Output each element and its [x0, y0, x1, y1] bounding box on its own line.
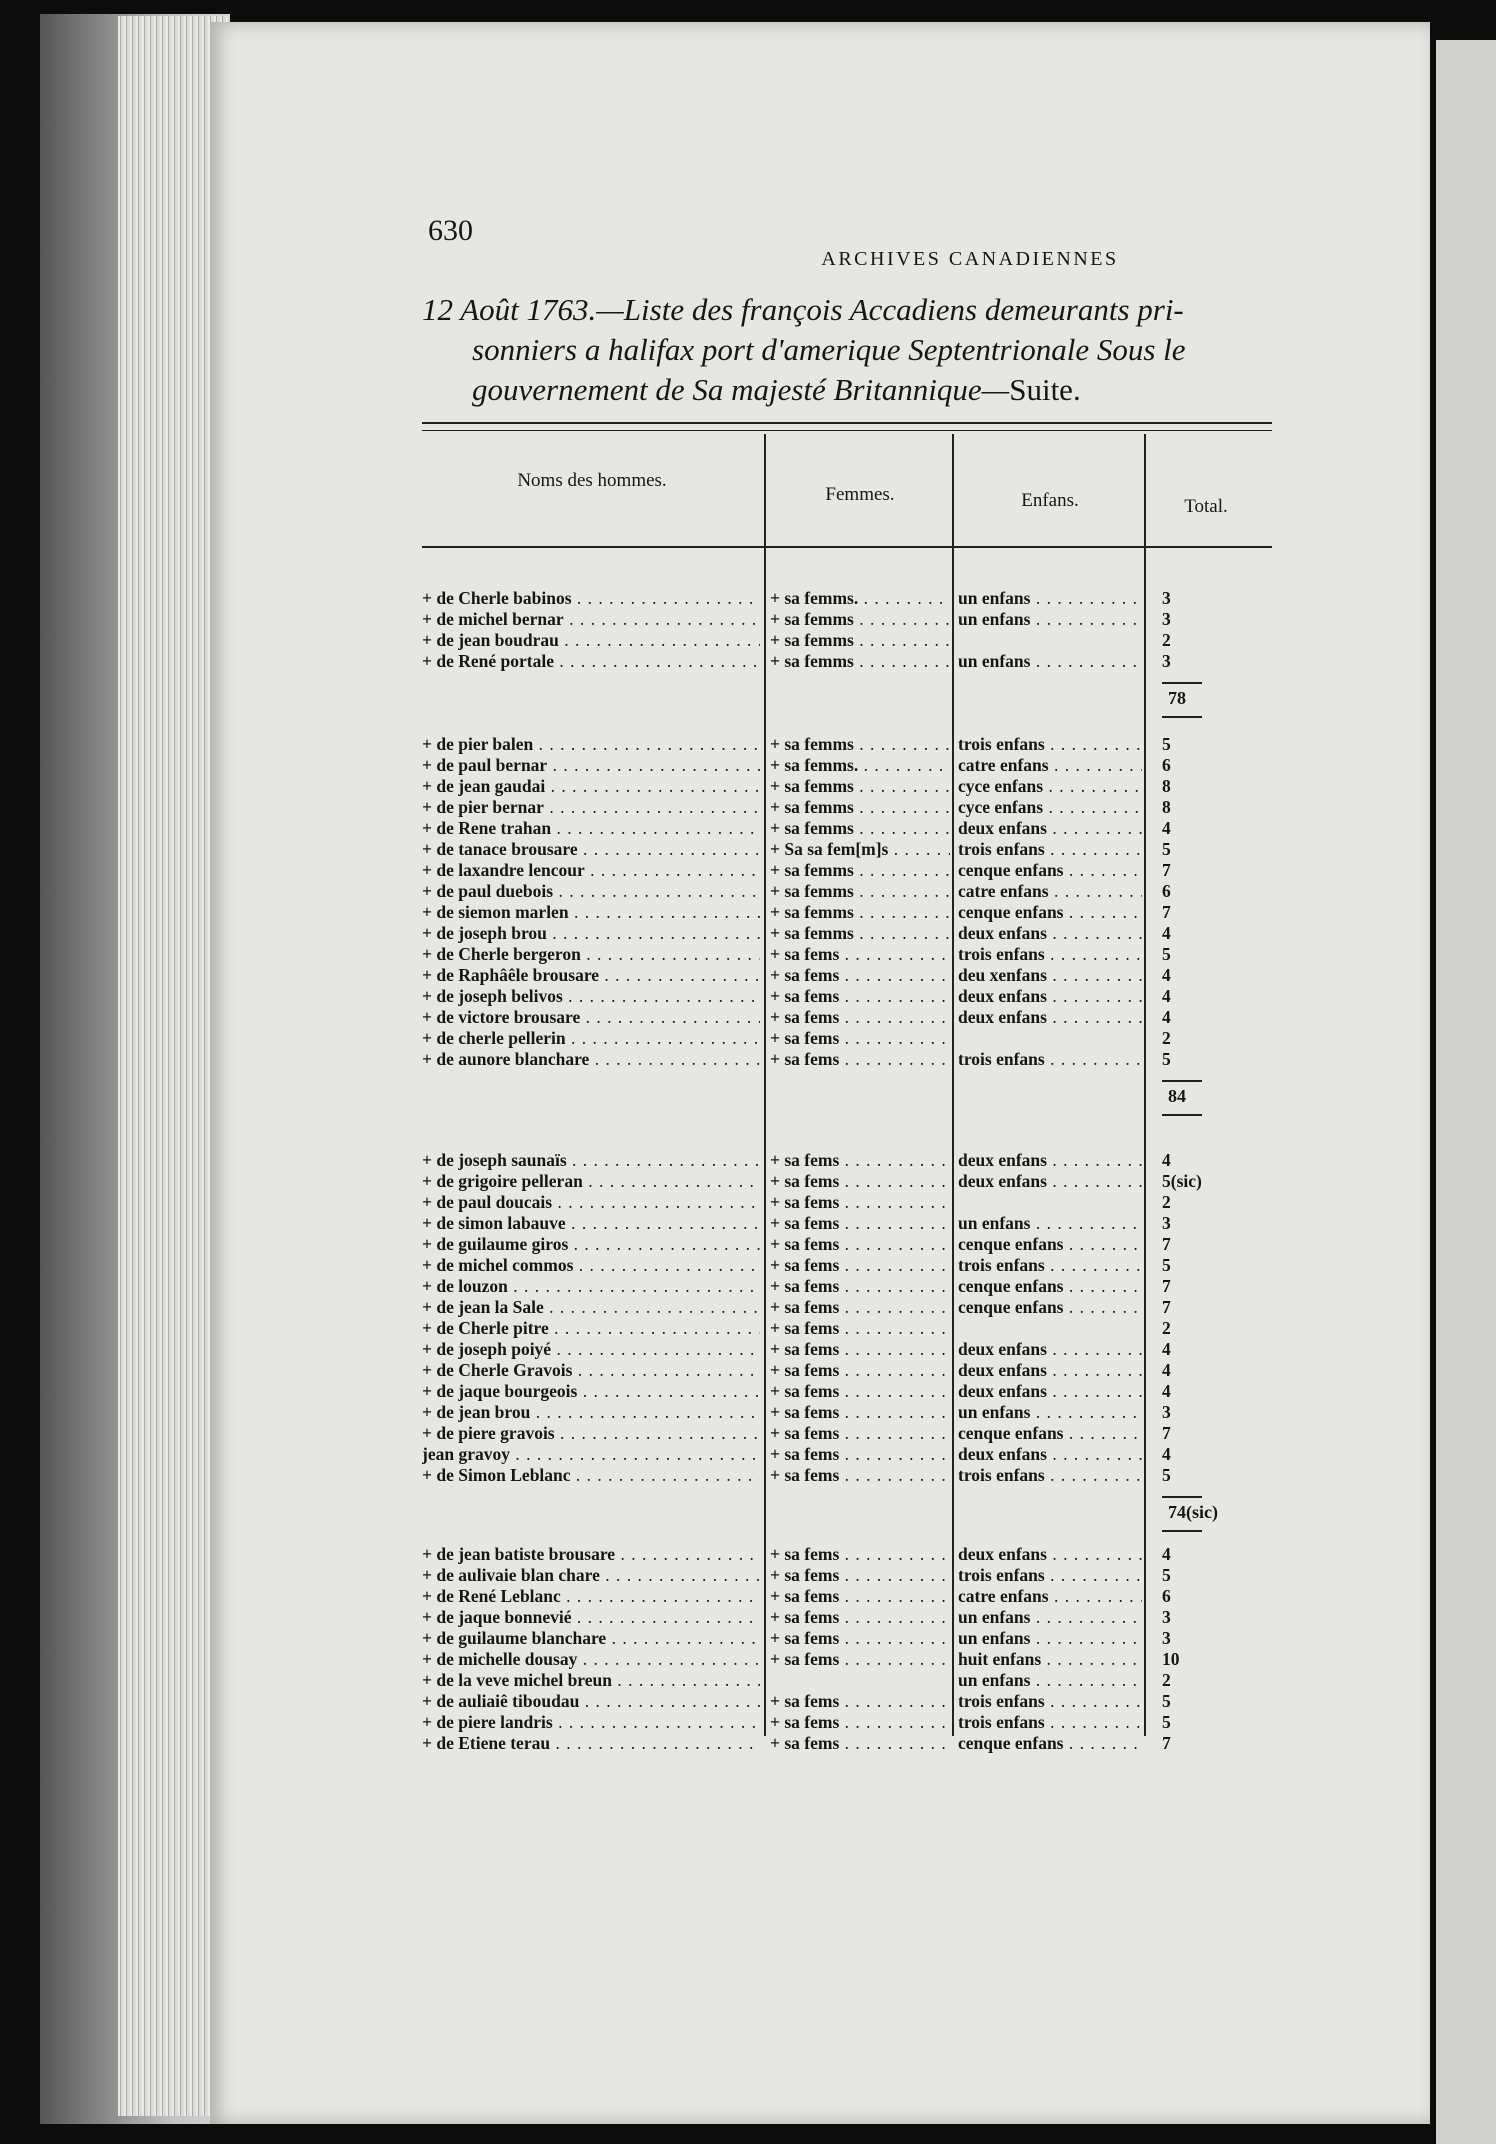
wife-cell: + sa fems . . . — [770, 1255, 950, 1276]
total-cell: 3 — [1162, 651, 1171, 671]
wife-cell: + sa fems . . . — [770, 965, 950, 986]
table-row — [422, 1465, 1272, 1486]
total-cell: 4 — [1162, 818, 1171, 838]
wife-cell: + sa femms . . . — [770, 881, 950, 902]
wife-cell: + sa fems . . . — [770, 1465, 950, 1486]
total-cell: 8 — [1162, 797, 1171, 817]
wife-cell: + sa fems . . . — [770, 1691, 950, 1712]
heading-line-3 — [422, 370, 1272, 410]
total-cell: 3 — [1162, 1607, 1171, 1627]
name-cell: + de piere landris . . . — [422, 1712, 760, 1733]
name-cell: + de Cherle babinos . . . — [422, 588, 760, 609]
children-cell: deux enfans . . . — [958, 986, 1142, 1007]
children-cell: trois enfans . . . — [958, 1049, 1142, 1070]
name-cell: + de Cherle pitre . . . — [422, 1318, 760, 1339]
subtotal-rule-under — [1162, 1114, 1202, 1116]
name-cell: + de michelle dousay . . . — [422, 1649, 760, 1670]
table-row — [422, 1234, 1272, 1255]
name-cell: + de guilaume giros . . . — [422, 1234, 760, 1255]
wife-cell: + sa fems . . . — [770, 1733, 950, 1754]
children-cell: cenque enfans . . . — [958, 1423, 1142, 1444]
table-row — [422, 944, 1272, 965]
table-row — [422, 1649, 1272, 1670]
children-cell: deux enfans . . . — [958, 1444, 1142, 1465]
children-cell: trois enfans . . . — [958, 1465, 1142, 1486]
total-cell: 4 — [1162, 1360, 1171, 1380]
total-cell: 4 — [1162, 1150, 1171, 1170]
total-cell: 2 — [1162, 1318, 1171, 1338]
children-cell: deux enfans . . . — [958, 923, 1142, 944]
table-row — [422, 1628, 1272, 1649]
children-cell: deux enfans . . . — [958, 1171, 1142, 1192]
table-row — [422, 1007, 1272, 1028]
name-cell: + de jean batiste brousare . . . — [422, 1544, 760, 1565]
name-cell: + de joseph saunaïs . . . — [422, 1150, 760, 1171]
wife-cell: + sa fems . . . — [770, 1628, 950, 1649]
table-row — [422, 1028, 1272, 1049]
name-cell: + de simon labauve . . . — [422, 1213, 760, 1234]
total-cell: 4 — [1162, 1339, 1171, 1359]
table-row — [422, 630, 1272, 651]
name-cell: + de paul doucais . . . — [422, 1192, 760, 1213]
table-row — [422, 1607, 1272, 1628]
children-cell: trois enfans . . . — [958, 1255, 1142, 1276]
table-row — [422, 1318, 1272, 1339]
total-cell: 4 — [1162, 1007, 1171, 1027]
table-row — [422, 1444, 1272, 1465]
total-cell: 4 — [1162, 1381, 1171, 1401]
children-cell: catre enfans . . . — [958, 881, 1142, 902]
total-cell: 4 — [1162, 1444, 1171, 1464]
wife-cell: + sa femms . . . — [770, 902, 950, 923]
children-cell: deux enfans . . . — [958, 1544, 1142, 1565]
children-cell: catre enfans . . . — [958, 755, 1142, 776]
children-cell: un enfans . . . — [958, 1402, 1142, 1423]
total-cell: 6 — [1162, 755, 1171, 775]
group-subtotal: 78 — [1168, 688, 1186, 708]
name-cell: + de jean brou . . . — [422, 1402, 760, 1423]
table-row — [422, 1339, 1272, 1360]
name-cell: + de Etiene terau . . . — [422, 1733, 760, 1754]
subtotal-rule-under — [1162, 716, 1202, 718]
name-cell: + de pier bernar . . . — [422, 797, 760, 818]
wife-cell: + sa fems . . . — [770, 1565, 950, 1586]
wife-cell: + sa fems . . . — [770, 1544, 950, 1565]
table-row — [422, 651, 1272, 672]
wife-cell: + sa femms . . . — [770, 818, 950, 839]
children-cell: cenque enfans . . . — [958, 860, 1142, 881]
col-header-children: Enfans. — [1021, 490, 1079, 511]
name-cell: + de laxandre lencour . . . — [422, 860, 760, 881]
children-cell: deux enfans . . . — [958, 1381, 1142, 1402]
total-cell: 5 — [1162, 1565, 1171, 1585]
col-header-names: Noms des hommes. — [517, 470, 667, 491]
total-cell: 2 — [1162, 1192, 1171, 1212]
name-cell: + de piere gravois . . . — [422, 1423, 760, 1444]
table-row — [422, 1691, 1272, 1712]
total-cell: 6 — [1162, 881, 1171, 901]
total-cell: 2 — [1162, 1028, 1171, 1048]
total-cell: 5 — [1162, 944, 1171, 964]
children-cell: cenque enfans . . . — [958, 1733, 1142, 1754]
wife-cell: + sa fems . . . — [770, 1192, 950, 1213]
name-cell: + de aulivaie blan chare . . . — [422, 1565, 760, 1586]
children-cell: deux enfans . . . — [958, 1360, 1142, 1381]
total-cell: 7 — [1162, 902, 1171, 922]
wife-cell: + sa femms . . . — [770, 860, 950, 881]
subtotal-rule — [1162, 1080, 1202, 1082]
table-row — [422, 818, 1272, 839]
wife-cell: + sa fems . . . — [770, 1649, 950, 1670]
wife-cell: + sa fems . . . — [770, 1339, 950, 1360]
heading-suffix: Suite. — [1009, 372, 1081, 407]
table-row — [422, 1381, 1272, 1402]
total-cell: 8 — [1162, 776, 1171, 796]
table-row — [422, 923, 1272, 944]
table-row — [422, 1565, 1272, 1586]
heading-line-2: sonniers a halifax port d'amerique Septentrionale Sous le — [472, 332, 1186, 367]
name-cell: + de joseph belivos . . . — [422, 986, 760, 1007]
wife-cell: + sa fems . . . — [770, 1007, 950, 1028]
wife-cell: + sa fems . . . — [770, 1234, 950, 1255]
group-subtotal: 74(sic) — [1168, 1502, 1218, 1522]
table-row — [422, 609, 1272, 630]
children-cell: deux enfans . . . — [958, 818, 1142, 839]
children-cell: trois enfans . . . — [958, 1691, 1142, 1712]
total-cell: 3 — [1162, 588, 1171, 608]
name-cell: + de auliaiê tiboudau . . . — [422, 1691, 760, 1712]
wife-cell: + sa fems . . . — [770, 1213, 950, 1234]
name-cell: + de joseph brou . . . — [422, 923, 760, 944]
total-cell: 3 — [1162, 609, 1171, 629]
name-cell: + de Cherle bergeron . . . — [422, 944, 760, 965]
total-cell: 2 — [1162, 630, 1171, 650]
name-cell: + de grigoire pelleran . . . — [422, 1171, 760, 1192]
children-cell: cenque enfans . . . — [958, 1276, 1142, 1297]
name-cell: + de aunore blanchare . . . — [422, 1049, 760, 1070]
wife-cell: + sa femms . . . — [770, 734, 950, 755]
table-row — [422, 1150, 1272, 1171]
name-cell: + de louzon . . . — [422, 1276, 760, 1297]
name-cell: + de guilaume blanchare . . . — [422, 1628, 760, 1649]
wife-cell: + sa femms . . . — [770, 651, 950, 672]
table-row — [422, 1297, 1272, 1318]
table-row — [422, 1544, 1272, 1565]
children-cell: deux enfans . . . — [958, 1150, 1142, 1171]
children-cell: trois enfans . . . — [958, 839, 1142, 860]
running-head: ARCHIVES CANADIENNES — [821, 248, 1119, 270]
table-row — [422, 839, 1272, 860]
wife-cell: + sa fems . . . — [770, 1028, 950, 1049]
name-cell: + de la veve michel breun . . . — [422, 1670, 760, 1691]
name-cell: + de victore brousare . . . — [422, 1007, 760, 1028]
children-cell: cenque enfans . . . — [958, 902, 1142, 923]
children-cell: trois enfans . . . — [958, 734, 1142, 755]
total-cell: 7 — [1162, 1423, 1171, 1443]
total-cell: 5 — [1162, 734, 1171, 754]
page — [210, 22, 1430, 2124]
wife-cell: + sa fems . . . — [770, 1381, 950, 1402]
table-row — [422, 1255, 1272, 1276]
total-cell: 5 — [1162, 1255, 1171, 1275]
total-cell: 4 — [1162, 923, 1171, 943]
name-cell: + de jean gaudai . . . — [422, 776, 760, 797]
subtotal-rule — [1162, 1496, 1202, 1498]
wife-cell: + sa fems . . . — [770, 1171, 950, 1192]
subtotal-rule-under — [1162, 1530, 1202, 1532]
wife-cell: + Sa sa fem[m]s . . . — [770, 839, 950, 860]
table-row — [422, 1213, 1272, 1234]
name-cell: jean gravoy . . . — [422, 1444, 760, 1465]
wife-cell: + sa fems . . . — [770, 1444, 950, 1465]
subtotal-rule — [1162, 682, 1202, 684]
total-cell: 3 — [1162, 1402, 1171, 1422]
table-row — [422, 1360, 1272, 1381]
group-subtotal: 84 — [1168, 1086, 1186, 1106]
wife-cell: + sa femms . . . — [770, 609, 950, 630]
total-cell: 4 — [1162, 986, 1171, 1006]
wife-cell: + sa femms . . . — [770, 776, 950, 797]
wife-cell: + sa fems . . . — [770, 944, 950, 965]
name-cell: + de joseph poiyé . . . — [422, 1339, 760, 1360]
name-cell: + de cherle pellerin . . . — [422, 1028, 760, 1049]
name-cell: + de jean boudrau . . . — [422, 630, 760, 651]
total-cell: 3 — [1162, 1213, 1171, 1233]
children-cell: un enfans . . . — [958, 1213, 1142, 1234]
table-row — [422, 1670, 1272, 1691]
wife-cell: + sa fems . . . — [770, 1150, 950, 1171]
total-cell: 7 — [1162, 1733, 1171, 1753]
wife-cell: + sa fems . . . — [770, 1276, 950, 1297]
name-cell: + de tanace brousare . . . — [422, 839, 760, 860]
children-cell: un enfans . . . — [958, 1670, 1142, 1691]
total-cell: 5 — [1162, 1465, 1171, 1485]
table-row — [422, 860, 1272, 881]
total-cell: 7 — [1162, 860, 1171, 880]
children-cell: un enfans . . . — [958, 1607, 1142, 1628]
table-row — [422, 965, 1272, 986]
total-cell: 5 — [1162, 1049, 1171, 1069]
total-cell: 5(sic) — [1162, 1171, 1202, 1191]
total-cell: 5 — [1162, 1691, 1171, 1711]
total-cell: 3 — [1162, 1628, 1171, 1648]
children-cell: deux enfans . . . — [958, 1339, 1142, 1360]
name-cell: + de René portale . . . — [422, 651, 760, 672]
wife-cell: + sa fems . . . — [770, 1423, 950, 1444]
name-cell: + de jaque bonnevié . . . — [422, 1607, 760, 1628]
page-number: 630 — [428, 214, 473, 247]
name-cell: + de Simon Leblanc . . . — [422, 1465, 760, 1486]
name-cell: + de paul duebois . . . — [422, 881, 760, 902]
wife-cell: + sa fems . . . — [770, 1402, 950, 1423]
wife-cell: + sa fems . . . — [770, 1586, 950, 1607]
table-row — [422, 902, 1272, 923]
table-row — [422, 1402, 1272, 1423]
children-cell: un enfans . . . — [958, 1628, 1142, 1649]
wife-cell: + sa femms. . . . — [770, 755, 950, 776]
wife-cell: + sa femms . . . — [770, 797, 950, 818]
name-cell: + de michel commos . . . — [422, 1255, 760, 1276]
table-row — [422, 1733, 1272, 1754]
heading-line-1: 12 Août 1763.—Liste des françois Accadiens demeurants pri- — [422, 292, 1184, 327]
table-row — [422, 734, 1272, 755]
children-cell: cyce enfans . . . — [958, 797, 1142, 818]
wife-cell: + sa femms . . . — [770, 630, 950, 651]
name-cell: + de jean la Sale . . . — [422, 1297, 760, 1318]
col-header-wives: Femmes. — [825, 484, 895, 505]
table-row — [422, 1171, 1272, 1192]
total-cell: 7 — [1162, 1234, 1171, 1254]
total-cell: 4 — [1162, 965, 1171, 985]
right-strip — [1436, 40, 1496, 2144]
table-row — [422, 797, 1272, 818]
wife-cell: + sa fems . . . — [770, 1360, 950, 1381]
children-cell: un enfans . . . — [958, 588, 1142, 609]
total-cell: 7 — [1162, 1276, 1171, 1296]
name-cell: + de René Leblanc . . . — [422, 1586, 760, 1607]
wife-cell: + sa fems . . . — [770, 1049, 950, 1070]
children-cell: cyce enfans . . . — [958, 776, 1142, 797]
children-cell: trois enfans . . . — [958, 1565, 1142, 1586]
name-cell: + de paul bernar . . . — [422, 755, 760, 776]
table-row — [422, 1192, 1272, 1213]
table-row — [422, 776, 1272, 797]
table-row — [422, 755, 1272, 776]
wife-cell: + sa fems . . . — [770, 1607, 950, 1628]
children-cell: cenque enfans . . . — [958, 1234, 1142, 1255]
table-row — [422, 1586, 1272, 1607]
total-cell: 4 — [1162, 1544, 1171, 1564]
table-row — [422, 588, 1272, 609]
table-row — [422, 1049, 1272, 1070]
col-header-total: Total. — [1184, 496, 1228, 517]
total-cell: 5 — [1162, 1712, 1171, 1732]
children-cell: trois enfans . . . — [958, 944, 1142, 965]
document-heading — [422, 290, 1272, 410]
wife-cell: + sa femms. . . . — [770, 588, 950, 609]
table-row — [422, 1423, 1272, 1444]
children-cell: cenque enfans . . . — [958, 1297, 1142, 1318]
name-cell: + de Rene trahan . . . — [422, 818, 760, 839]
name-cell: + de siemon marlen . . . — [422, 902, 760, 923]
top-rule — [422, 422, 1272, 424]
children-cell: un enfans . . . — [958, 609, 1142, 630]
wife-cell: + sa fems . . . — [770, 986, 950, 1007]
wife-cell: + sa fems . . . — [770, 1318, 950, 1339]
table-row — [422, 881, 1272, 902]
total-cell: 7 — [1162, 1297, 1171, 1317]
heading-line-3-text: gouvernement de Sa majesté Britannique— — [472, 372, 1010, 407]
name-cell: + de pier balen . . . — [422, 734, 760, 755]
table-row — [422, 1276, 1272, 1297]
table-row — [422, 986, 1272, 1007]
total-cell: 5 — [1162, 839, 1171, 859]
name-cell: + de jaque bourgeois . . . — [422, 1381, 760, 1402]
wife-cell: + sa fems . . . — [770, 1712, 950, 1733]
children-cell: deu xenfans . . . — [958, 965, 1142, 986]
children-cell: un enfans . . . — [958, 651, 1142, 672]
name-cell: + de michel bernar . . . — [422, 609, 760, 630]
top-rule-thin — [422, 430, 1272, 431]
name-cell: + de Raphâêle brousare . . . — [422, 965, 760, 986]
table-row — [422, 1712, 1272, 1733]
total-cell: 10 — [1162, 1649, 1180, 1669]
wife-cell: + sa femms . . . — [770, 923, 950, 944]
children-cell: trois enfans . . . — [958, 1712, 1142, 1733]
name-cell: + de Cherle Gravois . . . — [422, 1360, 760, 1381]
children-cell: huit enfans . . . — [958, 1649, 1142, 1670]
children-cell: catre enfans . . . — [958, 1586, 1142, 1607]
children-cell: deux enfans . . . — [958, 1007, 1142, 1028]
total-cell: 6 — [1162, 1586, 1171, 1606]
total-cell: 2 — [1162, 1670, 1171, 1690]
wife-cell: + sa fems . . . — [770, 1297, 950, 1318]
